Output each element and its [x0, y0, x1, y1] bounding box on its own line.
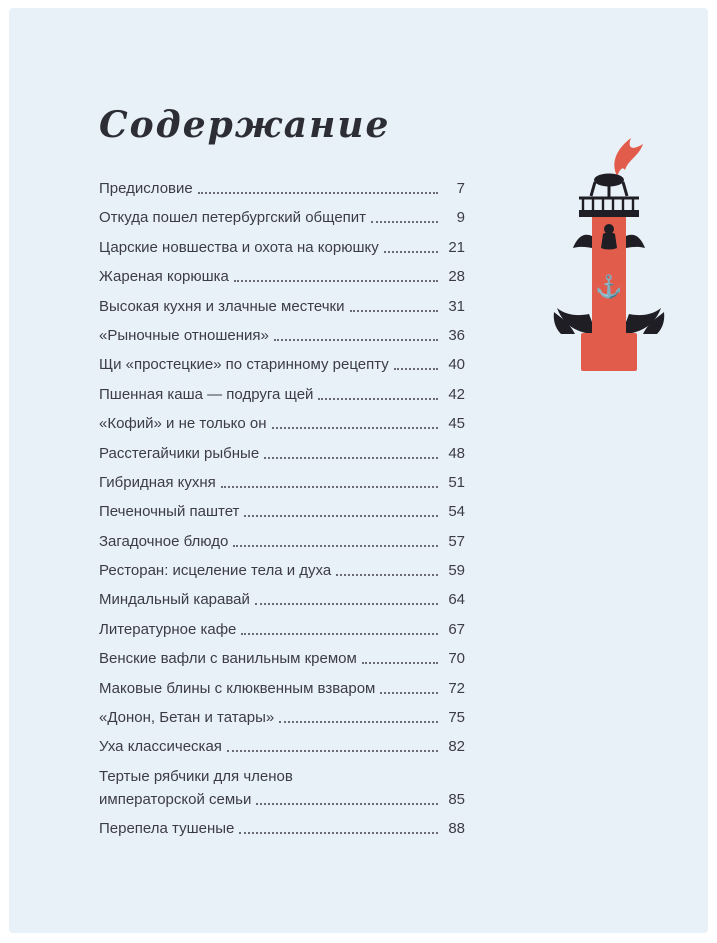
toc-entry: [99, 738, 465, 755]
toc-entry-title: Венские вафли с ванильным кремом: [99, 650, 357, 668]
toc-entry: [99, 180, 465, 197]
toc-entry-page-number: 82: [448, 738, 465, 756]
toc-entry-title: Маковые блины с клюквенным взваром: [99, 679, 376, 697]
toc-entry: [99, 386, 465, 403]
toc-dotted-leader: [384, 251, 438, 253]
toc-entry-title: императорской семьи: [99, 790, 252, 808]
toc-dotted-leader: [255, 603, 438, 605]
toc-entry-page-number: 36: [448, 326, 465, 344]
toc-dotted-leader: [241, 633, 438, 635]
toc-entry-title: «Донон, Бетан и татары»: [99, 709, 275, 727]
toc-entry-page-number: 57: [448, 532, 465, 550]
toc-entry: [99, 591, 465, 608]
toc-entry-title: Щи «простецкие» по старинному рецепту: [99, 356, 389, 374]
rostral-column-illustration: [521, 136, 671, 376]
toc-dotted-leader: [371, 221, 438, 223]
page-title: Содержание: [99, 104, 391, 146]
toc-entry: [99, 474, 465, 491]
toc-entry: [99, 209, 465, 226]
toc-dotted-leader: [264, 457, 438, 459]
toc-entry: [99, 268, 465, 285]
toc-entry: [99, 791, 465, 808]
toc-dotted-leader: [394, 368, 438, 370]
toc-entry: [99, 709, 465, 726]
toc-entry-title: Высокая кухня и злачные местечки: [99, 297, 345, 315]
toc-entry-title: Перепела тушеные: [99, 820, 235, 838]
toc-dotted-leader: [274, 339, 438, 341]
toc-entry-title: Миндальный каравай: [99, 591, 250, 609]
toc-entry: [99, 621, 465, 638]
toc-entry-title: «Кофий» и не только он: [99, 415, 267, 433]
toc-dotted-leader: [244, 515, 438, 517]
toc-dotted-leader: [239, 832, 438, 834]
toc-dotted-leader: [380, 692, 438, 694]
toc-entry-page-number: 70: [448, 650, 465, 668]
toc-dotted-leader: [198, 192, 438, 194]
toc-entry-pre-line: Тертые рябчики для членов: [99, 767, 293, 785]
toc-entry: [99, 533, 465, 550]
rostral-column-icon: [521, 136, 671, 376]
toc-entry: [99, 298, 465, 315]
toc-entry-title: Литературное кафе: [99, 620, 237, 638]
toc-entry-title: Загадочное блюдо: [99, 532, 229, 550]
toc-entry: [99, 415, 465, 432]
toc-entry-page-number: 54: [448, 503, 465, 521]
toc-entry-title: Жареная корюшка: [99, 268, 229, 286]
toc-entry-title: «Рыночные отношения»: [99, 326, 269, 344]
toc-entry-page-number: 21: [448, 238, 465, 256]
toc-dotted-leader: [227, 750, 438, 752]
toc-entry-page-number: 31: [448, 297, 465, 315]
toc-entry: [99, 445, 465, 462]
toc-entry-page-number: 40: [448, 356, 465, 374]
toc-entry-title: Ресторан: исцеление тела и духа: [99, 562, 332, 580]
anchor-icon: ⚓: [595, 274, 623, 299]
toc-entry: [99, 680, 465, 697]
toc-dotted-leader: [234, 280, 438, 282]
toc-entry: [99, 650, 465, 667]
toc-entry-title: Царские новшества и охота на корюшку: [99, 238, 379, 256]
toc-entry: [99, 239, 465, 256]
toc-entry-page-number: 7: [456, 180, 465, 197]
toc-entry-page-number: 72: [448, 679, 465, 697]
toc-entry: [99, 562, 465, 579]
toc-entry-page-number: 85: [448, 790, 465, 808]
toc-entry: [99, 327, 465, 344]
toc-dotted-leader: [221, 486, 438, 488]
toc-dotted-leader: [233, 545, 438, 547]
toc-entry-page-number: 88: [448, 820, 465, 838]
toc-dotted-leader: [350, 310, 439, 312]
toc-list: [99, 180, 465, 850]
toc-entry-title: Расстегайчики рыбные: [99, 444, 260, 462]
toc-entry: [99, 356, 465, 373]
toc-entry-page-number: 9: [456, 209, 465, 227]
toc-entry-page-number: 28: [448, 268, 465, 286]
toc-entry-title: Гибридная кухня: [99, 473, 216, 491]
toc-dotted-leader: [336, 574, 438, 576]
toc-dotted-leader: [362, 662, 438, 664]
toc-entry-page-number: 59: [448, 562, 465, 580]
toc-entry: [99, 820, 465, 837]
toc-entry-title: Уха классическая: [99, 738, 222, 756]
toc-entry-page-number: 45: [448, 415, 465, 433]
toc-dotted-leader: [318, 398, 438, 400]
toc-dotted-leader: [279, 721, 438, 723]
toc-dotted-leader: [256, 803, 438, 805]
toc-entry-page-number: 42: [448, 385, 465, 403]
toc-entry-page-number: 64: [448, 591, 465, 609]
toc-entry-title: Печеночный паштет: [99, 503, 240, 521]
toc-entry-page-number: 75: [448, 709, 465, 727]
toc-entry-page-number: 67: [448, 620, 465, 638]
book-page: [9, 8, 708, 933]
toc-entry-page-number: 48: [448, 444, 465, 462]
toc-entry-page-number: 51: [448, 473, 465, 491]
toc-dotted-leader: [272, 427, 438, 429]
toc-entry-title: Предисловие: [99, 180, 193, 197]
toc-entry-title: Пшенная каша — подруга щей: [99, 385, 314, 403]
toc-entry-title: Откуда пошел петербургский общепит: [99, 209, 367, 227]
toc-entry: [99, 503, 465, 520]
